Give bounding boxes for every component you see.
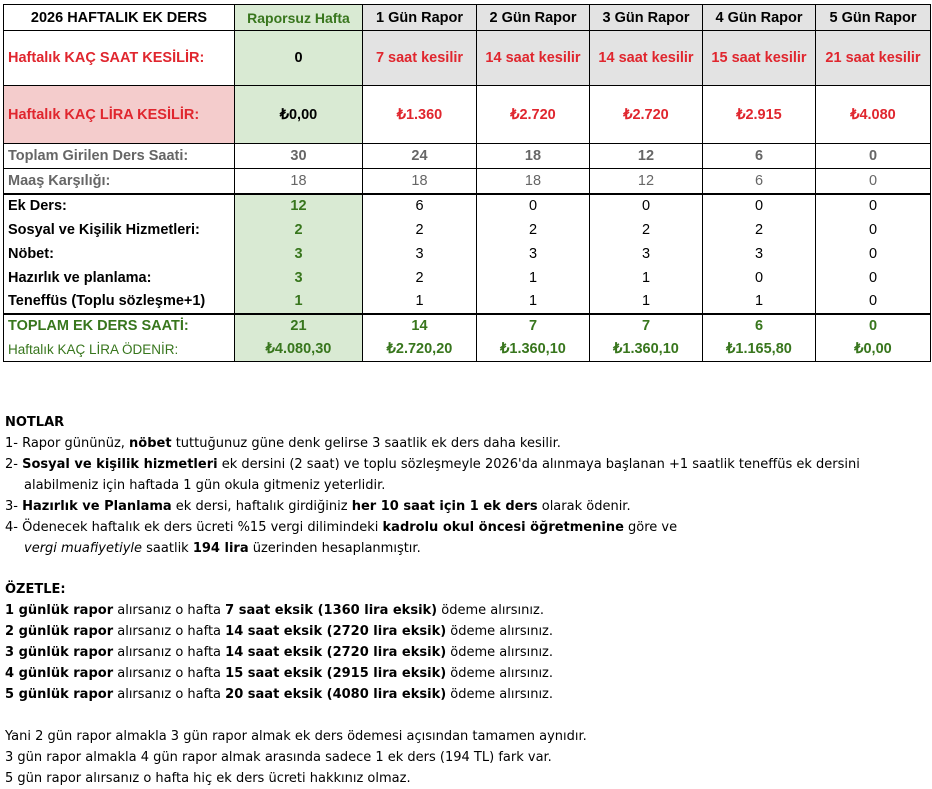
detail-value: 2 — [363, 218, 477, 242]
cut-lira-row — [4, 86, 931, 144]
column-header-1-day: 1 Gün Rapor — [363, 5, 477, 31]
total-entered-value: 30 — [235, 144, 363, 169]
detail-value: 0 — [703, 266, 816, 290]
detail-value: 3 — [363, 242, 477, 266]
detail-value: 0 — [816, 218, 931, 242]
weekly-pay-value: ₺1.165,80 — [703, 338, 816, 362]
summary-line: 3 günlük rapor alırsanız o hafta 14 saat eksik (2720 lira eksik) ödeme alırsınız. — [5, 645, 554, 660]
detail-value: 1 — [590, 290, 703, 314]
detail-value: 1 — [477, 290, 590, 314]
total-entered-value: 12 — [590, 144, 703, 169]
detail-value: 1 — [363, 290, 477, 314]
header-row — [4, 5, 931, 31]
cut-hours-value: 15 saat kesilir — [703, 31, 816, 86]
note-2-cont: alabilmeniz için haftada 1 gün okula gitmeniz yeterlidir. — [24, 478, 386, 493]
detail-value: 2 — [477, 218, 590, 242]
detail-value: 0 — [816, 194, 931, 218]
note-4: 4- Ödenecek haftalık ek ders ücreti %15 vergi dilimindeki kadrolu okul öncesi öğretmenine göre ve — [5, 520, 678, 535]
cut-hours-row — [4, 31, 931, 86]
cut-lira-value: ₺4.080 — [816, 86, 931, 144]
column-header-3-day: 3 Gün Rapor — [590, 5, 703, 31]
detail-value: 6 — [363, 194, 477, 218]
cut-hours-value: 0 — [235, 31, 363, 86]
summary-line: 1 günlük rapor alırsanız o hafta 7 saat eksik (1360 lira eksik) ödeme alırsınız. — [5, 603, 544, 618]
total-entered-label: Toplam Girilen Ders Saati: — [4, 144, 235, 169]
column-header-2-day: 2 Gün Rapor — [477, 5, 590, 31]
note-1: 1- Rapor gününüz, nöbet tuttuğunuz güne denk gelirse 3 saatlik ek ders daha kesilir. — [5, 436, 561, 451]
detail-value: 3 — [590, 242, 703, 266]
detail-value: 0 — [590, 194, 703, 218]
weekly-pay-value: ₺1.360,10 — [477, 338, 590, 362]
summary-line: 4 günlük rapor alırsanız o hafta 15 saat eksik (2915 lira eksik) ödeme alırsınız. — [5, 666, 554, 681]
column-header-4-day: 4 Gün Rapor — [703, 5, 816, 31]
detail-value: 0 — [816, 290, 931, 314]
detail-value: 3 — [235, 266, 363, 290]
detail-value: 2 — [703, 218, 816, 242]
total-extra-value: 6 — [703, 314, 816, 338]
detail-label: Teneffüs (Toplu sözleşme+1) — [4, 290, 235, 314]
cut-lira-value: ₺2.720 — [477, 86, 590, 144]
cut-hours-label: Haftalık KAÇ SAAT KESİLİR: — [4, 31, 235, 86]
total-entered-value: 6 — [703, 144, 816, 169]
detail-label: Hazırlık ve planlama: — [4, 266, 235, 290]
detail-value: 3 — [703, 242, 816, 266]
detail-row-extra-lesson — [4, 194, 931, 218]
weekly-pay-row — [4, 338, 931, 362]
note-2: 2- Sosyal ve kişilik hizmetleri ek dersini (2 saat) ve toplu sözleşmeyle 2026'da alınmaya başlanan +1 saatlik teneffüs ek dersini — [5, 457, 860, 472]
note-4-cont: vergi muafiyetiyle saatlik 194 lira üzerinden hesaplanmıştır. — [24, 541, 421, 556]
footer-line: 5 gün rapor alırsanız o hafta hiç ek ders ücreti hakkınız olmaz. — [5, 771, 411, 786]
cut-lira-value: ₺2.915 — [703, 86, 816, 144]
summary-line: 5 günlük rapor alırsanız o hafta 20 saat eksik (4080 lira eksik) ödeme alırsınız. — [5, 687, 554, 702]
salary-equiv-value: 12 — [590, 169, 703, 194]
salary-equiv-label: Maaş Karşılığı: — [4, 169, 235, 194]
summary-title: ÖZETLE: — [5, 582, 66, 597]
total-extra-value: 0 — [816, 314, 931, 338]
detail-value: 1 — [703, 290, 816, 314]
total-extra-value: 14 — [363, 314, 477, 338]
cut-lira-label: Haftalık KAÇ LİRA KESİLİR: — [4, 86, 235, 144]
detail-value: 1 — [477, 266, 590, 290]
total-extra-value: 21 — [235, 314, 363, 338]
cut-hours-value: 14 saat kesilir — [590, 31, 703, 86]
total-extra-value: 7 — [477, 314, 590, 338]
detail-row-duty — [4, 242, 931, 266]
salary-equiv-value: 18 — [235, 169, 363, 194]
notes-title: NOTLAR — [5, 415, 65, 430]
summary-section — [5, 579, 553, 705]
column-header-no-report: Raporsuz Hafta — [235, 5, 363, 31]
total-extra-row — [4, 314, 931, 338]
weekly-pay-value: ₺2.720,20 — [363, 338, 477, 362]
detail-value: 1 — [235, 290, 363, 314]
cut-hours-value: 7 saat kesilir — [363, 31, 477, 86]
detail-value: 0 — [477, 194, 590, 218]
detail-row-planning — [4, 266, 931, 290]
detail-value: 12 — [235, 194, 363, 218]
detail-row-social — [4, 218, 931, 242]
detail-value: 0 — [816, 242, 931, 266]
payment-table — [3, 4, 931, 362]
footer-line: Yani 2 gün rapor almakla 3 gün rapor almak ek ders ödemesi açısından tamamen aynıdır. — [5, 729, 587, 744]
corner-title: 2026 HAFTALIK EK DERS — [4, 5, 235, 31]
detail-value: 2 — [235, 218, 363, 242]
cut-hours-value: 21 saat kesilir — [816, 31, 931, 86]
weekly-pay-value: ₺1.360,10 — [590, 338, 703, 362]
salary-equiv-row — [4, 169, 931, 194]
weekly-pay-value: ₺0,00 — [816, 338, 931, 362]
total-entered-row — [4, 144, 931, 169]
total-extra-value: 7 — [590, 314, 703, 338]
total-entered-value: 24 — [363, 144, 477, 169]
detail-value: 2 — [363, 266, 477, 290]
salary-equiv-value: 6 — [703, 169, 816, 194]
total-entered-value: 0 — [816, 144, 931, 169]
detail-value: 0 — [816, 266, 931, 290]
detail-value: 1 — [590, 266, 703, 290]
detail-value: 3 — [235, 242, 363, 266]
footer-line: 3 gün rapor almakla 4 gün rapor almak arasında sadece 1 ek ders (194 TL) fark var. — [5, 750, 552, 765]
detail-label: Nöbet: — [4, 242, 235, 266]
note-3: 3- Hazırlık ve Planlama ek dersi, haftalık girdiğiniz her 10 saat için 1 ek ders olarak ödenir. — [5, 499, 631, 514]
column-header-5-day: 5 Gün Rapor — [816, 5, 931, 31]
detail-value: 2 — [590, 218, 703, 242]
detail-label: Ek Ders: — [4, 194, 235, 218]
cut-hours-value: 14 saat kesilir — [477, 31, 590, 86]
detail-value: 3 — [477, 242, 590, 266]
cut-lira-value: ₺2.720 — [590, 86, 703, 144]
weekly-pay-value: ₺4.080,30 — [235, 338, 363, 362]
total-entered-value: 18 — [477, 144, 590, 169]
salary-equiv-value: 18 — [363, 169, 477, 194]
summary-line: 2 günlük rapor alırsanız o hafta 14 saat eksik (2720 lira eksik) ödeme alırsınız. — [5, 624, 554, 639]
salary-equiv-value: 0 — [816, 169, 931, 194]
detail-label: Sosyal ve Kişilik Hizmetleri: — [4, 218, 235, 242]
detail-row-break — [4, 290, 931, 314]
total-extra-label: TOPLAM EK DERS SAATİ: — [4, 314, 235, 338]
cut-lira-value: ₺1.360 — [363, 86, 477, 144]
cut-lira-value: ₺0,00 — [235, 86, 363, 144]
footer-section — [5, 726, 587, 789]
salary-equiv-value: 18 — [477, 169, 590, 194]
notes-section — [5, 412, 860, 559]
detail-value: 0 — [703, 194, 816, 218]
weekly-pay-label: Haftalık KAÇ LİRA ÖDENİR: — [4, 338, 235, 362]
